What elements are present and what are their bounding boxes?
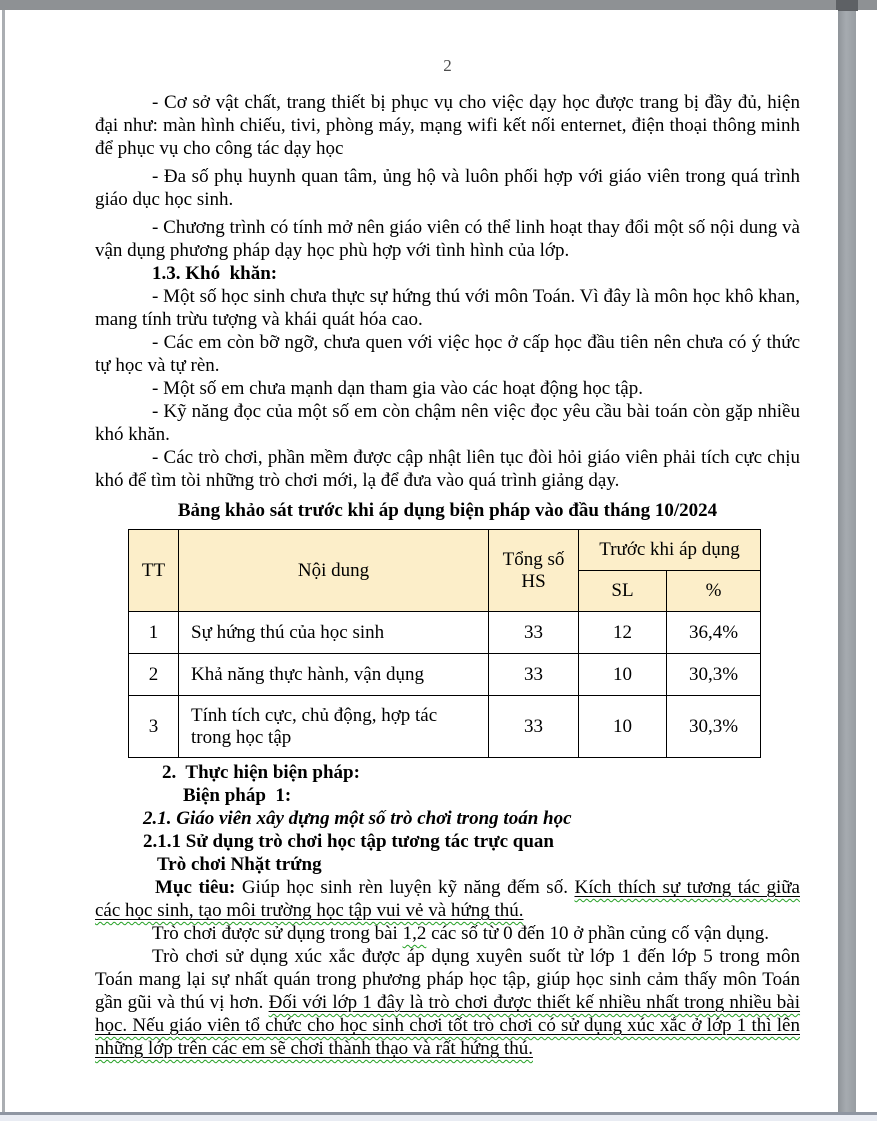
table-row bbox=[129, 612, 761, 654]
xuc-xac-text: Trò chơi sử dụng xúc xắc được áp dụng xuyên suốt từ lớp 1 đến lớp 5 trong môn Toán mang lại sự nhất quán trong phương pháp học tập, giúp học sinh cảm thấy môn Toán gần gũi và thú vị hơn. bbox=[95, 946, 800, 1013]
table-header-row-1 bbox=[129, 530, 761, 571]
paragraph-facilities: - Cơ sở vật chất, trang thiết bị phục vụ cho việc dạy học được trang bị đầy đủ, hiện đại như: màn hình chiếu, tivi, phòng máy, mạng wifi kết nối enternet, điện thoại thông minh để phục vụ cho công tác dạy học bbox=[95, 92, 800, 159]
su-dung-after: các số từ 0 đến 10 ở phần củng cố vận dụng. bbox=[426, 923, 770, 944]
cell-sl: 10 bbox=[579, 654, 667, 696]
cell-sl: 12 bbox=[579, 612, 667, 654]
header-cell-truoc-khi-ap-dung: Trước khi áp dụng bbox=[579, 530, 761, 571]
cell-noi-dung: Tính tích cực, chủ động, hợp tác trong học tập bbox=[179, 696, 489, 758]
paragraph-difficulty-2: - Các em còn bỡ ngỡ, chưa quen với việc học ở cấp học đầu tiên nên chưa có ý thức tự học và tự rèn. bbox=[95, 332, 800, 376]
table-row bbox=[129, 654, 761, 696]
page-number: 2 bbox=[443, 56, 452, 75]
cell-pct: 30,3% bbox=[667, 654, 761, 696]
header-cell-pct: % bbox=[667, 571, 761, 612]
cell-pct: 36,4% bbox=[667, 612, 761, 654]
table-title: Bảng khảo sát trước khi áp dụng biện pháp vào đầu tháng 10/2024 bbox=[177, 500, 718, 521]
scrollbar-thumb[interactable] bbox=[836, 0, 858, 11]
header-cell-tong-so-hs: Tổng số HS bbox=[489, 530, 579, 612]
paragraph-muc-tieu bbox=[95, 876, 800, 922]
header-cell-sl: SL bbox=[579, 571, 667, 612]
paragraph-parents: - Đa số phụ huynh quan tâm, ủng hộ và luôn phối hợp với giáo viên trong quá trình giáo dục học sinh. bbox=[95, 166, 800, 210]
heading-2-1: 2.1. Giáo viên xây dựng một số trò chơi trong toán học bbox=[143, 808, 572, 829]
grammar-squiggle bbox=[403, 923, 427, 944]
paragraph-xuc-xac bbox=[95, 945, 800, 1060]
paragraph-curriculum: - Chương trình có tính mở nên giáo viên có thể linh hoạt thay đổi một số nội dung và vận dụng phương pháp dạy học phù hợp với tình hình của lớp. bbox=[95, 217, 800, 261]
cell-pct: 30,3% bbox=[667, 696, 761, 758]
paragraph-difficulty-4: - Kỹ năng đọc của một số em còn chậm nên việc đọc yêu cầu bài toán còn gặp nhiều khó khăn. bbox=[95, 401, 800, 445]
header-cell-tt: TT bbox=[129, 530, 179, 612]
paragraph-difficulty-5: - Các trò chơi, phần mềm được cập nhật liên tục đòi hỏi giáo viên phải tích cực chịu khó để tìm tòi những trò chơi mới, lạ để đưa vào quá trình giảng dạy. bbox=[95, 447, 800, 491]
cell-tt: 2 bbox=[129, 654, 179, 696]
header-cell-noi-dung: Nội dung bbox=[179, 530, 489, 612]
app-background-top bbox=[0, 0, 877, 10]
app-background-bottom bbox=[0, 1115, 877, 1121]
heading-bien-phap-1: Biện pháp 1: bbox=[183, 785, 292, 806]
cell-tong-so: 33 bbox=[489, 612, 579, 654]
cell-noi-dung: Sự hứng thú của học sinh bbox=[179, 612, 489, 654]
document-page[interactable] bbox=[5, 10, 838, 1112]
cell-sl: 10 bbox=[579, 696, 667, 758]
scrollbar-track[interactable] bbox=[838, 10, 856, 1113]
heading-tro-choi-nhat-trung: Trò chơi Nhặt trứng bbox=[157, 854, 322, 875]
paragraph-su-dung bbox=[95, 922, 800, 945]
paragraph-difficulty-1: - Một số học sinh chưa thực sự hứng thú với môn Toán. Vì đây là môn học khô khan, mang tính trừu tượng và khái quát hóa cao. bbox=[95, 286, 800, 330]
su-dung-numbers: 1,2 bbox=[402, 923, 427, 944]
heading-thuc-hien: 2. Thực hiện biện pháp: bbox=[162, 762, 360, 783]
survey-table bbox=[128, 529, 761, 758]
xuc-xac-underlined: Đối với lớp 1 đây là trò chơi được thiết kế nhiều nhất trong nhiều bài học. Nếu giáo viên tổ chức cho học sinh chơi tốt trò chơi có sử dụng xúc xắc ở lớp 1 thì lên những lớp trên các em sẽ chơi thành thạo và rất hứng thú. bbox=[95, 992, 801, 1059]
cell-tt: 1 bbox=[129, 612, 179, 654]
muc-tieu-underlined: Kích thích sự tương tác giữa các học sinh, tạo môi trường học tập vui vẻ và hứng thú. bbox=[95, 877, 800, 921]
paragraph-difficulty-3: - Một số em chưa mạnh dạn tham gia vào các hoạt động học tập. bbox=[152, 378, 643, 399]
heading-2-1-1: 2.1.1 Sử dụng trò chơi học tập tương tác trực quan bbox=[143, 831, 554, 852]
cell-noi-dung: Khả năng thực hành, vận dụng bbox=[179, 654, 489, 696]
cell-tt: 3 bbox=[129, 696, 179, 758]
cell-tong-so: 33 bbox=[489, 654, 579, 696]
muc-tieu-label: Mục tiêu: bbox=[155, 877, 236, 898]
table-row bbox=[129, 696, 761, 758]
heading-kho-khan: 1.3. Khó khăn: bbox=[152, 263, 278, 284]
cell-tong-so: 33 bbox=[489, 696, 579, 758]
muc-tieu-text: Giúp học sinh rèn luyện kỹ năng đếm số. bbox=[235, 877, 575, 898]
su-dung-before: Trò chơi được sử dụng trong bài bbox=[152, 923, 403, 944]
